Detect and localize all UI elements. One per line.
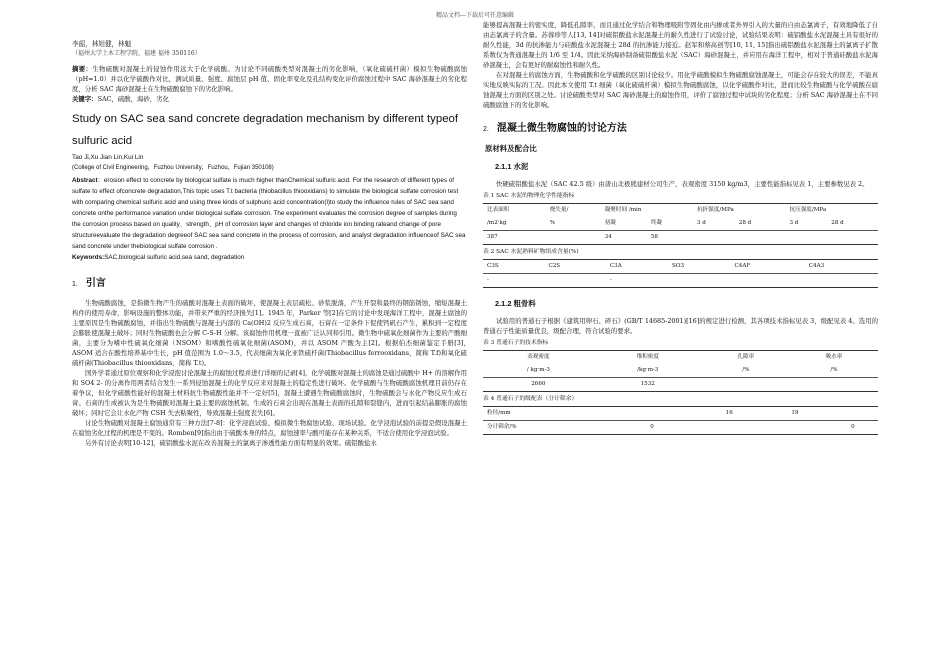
section-1-number: 1. <box>72 281 78 288</box>
section-2-number: 2. <box>483 126 489 133</box>
section-1-title: 引言 <box>85 278 106 289</box>
table-3-header: 堆积密度 <box>636 354 659 360</box>
table-1-header: 比表面积 <box>487 207 510 213</box>
table-3-cell: 2660 <box>531 381 546 387</box>
page-header-banner: 精品文档---下载后可任意编辑 <box>435 12 515 19</box>
table-2-row <box>483 274 878 288</box>
table-4-row <box>483 407 878 421</box>
table-1-unit: 终凝 <box>650 220 663 226</box>
english-keywords-label: Keywords: <box>72 254 105 261</box>
keywords-text: SAC，硫酸，海砂，劣化 <box>97 95 169 103</box>
table-2-header: C4AF <box>734 263 751 269</box>
table-3-header: 孔隙率 <box>737 354 755 360</box>
table-2 <box>483 259 878 288</box>
table-2-cell <box>668 274 730 288</box>
table-4-row <box>483 421 878 435</box>
english-abstract <box>72 175 467 252</box>
keywords <box>72 94 467 104</box>
english-affiliation: (College of Civil Engineering，Fuzhou University，Fuzhou，Fujian 350108) <box>72 165 274 171</box>
table-3-header: 表观密度 <box>527 354 550 360</box>
table-1-unit: 3 d <box>696 220 706 226</box>
authors: 李韶，林旭健，林魁 <box>72 40 132 48</box>
section-2-title: 混凝土微生物腐蚀的讨论方法 <box>496 123 627 134</box>
right-paragraph-2: 在对混凝土的腐蚀方面，生物硫酸和化学硫酸的区别讨论较少。用化学硫酸模拟生物硫酸腐蚀混凝土，可能会存在较大的误差，不能真实地反映实际的工况。因此本文使用 T.t 细菌（氧化硫硫杆菌）模拟生物硫酸腐蚀，以化学硫酸作对比，进而比较生物硫酸与化学硫酸在腐蚀混凝土方面的区别之处。讨论硫酸类型对 SAC 海砂混凝土的腐蚀作用，评价了腐蚀过程中试块的劣化程度；分析 SAC 海砂混凝土在不同硫酸腐蚀下的劣化影响。 <box>483 71 878 109</box>
affiliation: （福州大学土木工程学院，福建 福州 350116） <box>72 50 201 57</box>
cement-paragraph: 快硬硫铝酸盐水泥（SAC 42.5 级）由唐山北极熊建材公司生产，表观密度 3150 kg/m3，主要性能指标见表 1，主要参数见表 2。 <box>496 180 869 188</box>
table-1-cell <box>546 231 601 245</box>
english-keywords <box>72 252 467 263</box>
table-1-header: 烧失量/ <box>549 207 569 213</box>
table-1-cell <box>785 231 827 245</box>
table-1-unit: 28 d <box>831 220 844 226</box>
section-1-paragraph-4: 另外有讨论表明[10-12]，硫铝酸盐水泥在改善混凝土的氯离子渗透性能方面有明显的效果。硫铝酸盐水 <box>85 439 377 447</box>
table-1-cell <box>827 231 878 245</box>
table-1-cell: 34 <box>604 234 612 240</box>
table-1-header: 凝聚时间 /min <box>604 207 642 213</box>
table-2-cell <box>805 274 878 288</box>
table-3-cell <box>790 378 878 392</box>
table-4-cell <box>762 421 828 435</box>
right-column <box>483 20 878 435</box>
table-1-header: 抗折强度/MPa <box>696 207 734 213</box>
section-1-paragraph-3: 讨论生物硫酸对混凝土腐蚀通常有三种方法[7-8]：化学浸泡试验、模拟微生物腐蚀试验、现场试验。化学浸泡试验的前提是假设混凝土在腐蚀劣化过程的机理是不变的。Romben[9]指出由于硫酸本身的特点，腐蚀速率与酸可能存在某种关系，不适合使用化学浸泡试验。 <box>72 419 467 437</box>
table-4-cell: 0 <box>650 424 654 430</box>
section-1-paragraph-2: 国外学者通过原位观察和化学浸泡讨论混凝土的腐蚀过程并进行详细的记录[4]，化学硫酸对混凝土的腐蚀是通过硫酸中 H+ 的溶解作用和 SO4 2- 的分离作用两者结合发生一系列侵蚀混凝土的化学反应来对混凝土的稳定性进行破坏。化学硫酸与生物硫酸腐蚀机理目前仍存在着争议，但化学硫酸性能好的混凝土材料抗生物硫酸性能并不一定好[5]，混凝土遭遇生物硫酸腐蚀时，生物硫酸会与水化产物反应生成石膏。石膏的生成被认为是生物硫酸对混凝土最主要的腐蚀机制。生成的石膏会出现在混凝土表面的孔隙和裂缝内，进而引起结晶膨胀的腐蚀破坏；同时它会让水化产物 CSH 失去粘聚性，导致混凝土强度丧失[6]。 <box>72 369 467 417</box>
table-2-header: C3S <box>487 263 499 269</box>
table-2-header: SO3 <box>672 263 685 269</box>
table-4-cell: 19 <box>791 410 799 416</box>
right-paragraph-1: 能够提高混凝土的密实度，降低孔隙率，而且通过化学结合和物理吸附等固化由内掺或者外界引入的大量的自由态氯离子，有效地降低了自由态氯离子的含量。苏蓉珍等人[13, 14]对硫铝酸盐水泥混凝土的耐久性进行了试验讨论，试验结果表明：硫铝酸盐水泥混凝土具有很好的耐久性能，3d 的抗渗能力与硅酸盐水泥混凝土 28d 的抗渗能力接近。赵军和蔡高创等[10, 11, 15]指出硫铝酸盐水泥混凝土的氯离子扩散系数仅为普通混凝土的 1/6 至 1/4。因此采纳海砂制备硫铝酸盐水泥（SAC）海砂混凝土，并应用在海洋工程中，相对于普通硅酸盐水泥海砂混凝土，会有更好的耐腐蚀性和耐久性。 <box>483 21 878 69</box>
table-1-cell: 387 <box>487 234 498 240</box>
table-4-caption: 表 4 普通石子的级配表（分计筛余） <box>483 396 578 402</box>
english-abstract-label: Abstract <box>72 177 98 184</box>
table-4-cell: 0 <box>851 424 855 430</box>
table-1-caption: 表 1 SAC 水泥的物理化学性能指标 <box>483 193 575 199</box>
table-1 <box>483 203 878 245</box>
table-1-unit: 3 d <box>789 220 799 226</box>
table-1-row <box>483 231 878 245</box>
table-1-unit: % <box>549 220 556 226</box>
materials-heading: 原材料及配合比 <box>485 144 537 153</box>
table-2-caption: 表 2 SAC 水泥熟料矿物组成含量(%) <box>483 249 579 255</box>
table-2-header: C2S <box>548 263 561 269</box>
table-1-unit: /m2·kg <box>487 220 507 226</box>
table-1-unit: 初凝 <box>604 220 616 226</box>
coarse-aggregate-heading: 2.1.2 粗骨料 <box>495 299 536 308</box>
table-4-cell: 16 <box>725 410 733 416</box>
table-4-cell <box>696 421 762 435</box>
table-4-cell <box>646 407 696 421</box>
abstract-label: 摘要： <box>72 65 93 73</box>
section-1-paragraph-1: 生物硫酸腐蚀，是指微生物产生的硫酸对混凝土表面的破坏，使混凝土表层疏松、砂浆脱落，产生开裂和最终的钢筋锈蚀，缩短混凝土构件的使用寿命，影响设施的整体功能，并带来严重的经济损失[1]。1945 年，Parker 等[2]在它的讨论中发现海洋工程中，混凝土腐蚀的主要原因是生物硫酸腐蚀，并指出生物硫酸与混凝土内部的 Ca(OH)2 反应生成石膏，石膏在一定条件下促使钙矾石产生，累积到一定程度会膨胀使混凝土破坏；同时生物硫酸也会分解 C-S-H 分解。该腐蚀作用机理一直被广泛认同和引用。微生物中硫氧化细菌作为主要的产酸细菌，主要分为嗜中性硫氧化细菌（NSOM）和嗜酸性硫氧化细菌(ASOM)，并以 ASOM 产酸为主[2]。根据伯杰细菌鉴定手册[3]， ASOM 适合在酸性培养基中生长，pH 值范围为 1.0～3.5，代表细菌为氧化亚铁硫杆菌(Thiobacillus ferrooxidans，简称 T.f)和氧化硫硫杆菌(Thiobacillus thiooxidans，简称 T.t)。 <box>72 299 474 367</box>
table-3-caption: 表 3 普通石子的技术指标 <box>483 340 549 346</box>
table-4 <box>483 406 878 435</box>
table-3 <box>483 350 878 392</box>
table-3-cell <box>702 378 790 392</box>
table-1-header: 抗压强度/MPa <box>789 207 827 213</box>
section-2-heading <box>483 122 878 137</box>
table-4-cell <box>828 407 878 421</box>
english-abstract-text: ：erosion effect to concrete by biological sulfate is much higher thanChemical sulfuric acid. For the research of different types of sulfate to effect ofconcrete degradation,This topic uses T.t bacteria (thiobacillus thiooxidans) to simulate the biological sulfate corrosion test with comparing chemical sulfuric acid and using three kinds of sulphuric acid concentration(l)to study the influence rules of SAC sea sand concrete onthe performance variation under biological sulfate corrosion. The experiment evaluates the corrosion degree of samples during the corrosion process based on quality、strength、pH of corrosion layer and changes of chloride ion binding rateand change of pore structureevaluate the degradation degreeof SAC sea sand concrete in the process of corrosion, and analyst degradation influenceof SAC sea sand concrete under thebiological sulfate corrosion . <box>72 177 466 250</box>
table-3-cell: 1532 <box>640 381 655 387</box>
section-1-heading <box>72 277 467 292</box>
table-3-unit: /% <box>830 367 838 373</box>
table-1-cell: 58 <box>650 234 658 240</box>
table-4-cell: 粒径/mm <box>487 410 511 416</box>
table-2-header: C4A3 <box>808 263 825 269</box>
abstract-text: 生物硫酸对混凝土的侵蚀作用远大于化学硫酸。为讨论不同硫酸类型对混凝土的劣化影响，（氧化硫硫杆菌）模拟生物硫酸腐蚀（pH=1.0）并以化学硫酸作对比，测试质量、强度、腐蚀层 pH 值、固化率变化及孔结构变化评价腐蚀过程中 SAC 海砂混凝土的劣化程度，分析 SAC 海砂混凝土在生物硫酸腐蚀下的劣化影响。 <box>72 65 467 93</box>
keywords-label: 关键字： <box>72 95 98 103</box>
english-keywords-text: SAC,biological sulfuric acid,sea sand, degradation <box>104 254 245 261</box>
table-2-cell <box>730 274 804 288</box>
table-3-unit: /kg·m-3 <box>637 367 659 373</box>
table-3-header: 吸水率 <box>825 354 843 360</box>
english-title: Study on SAC sea sand concrete degradation mechanism by different typeof sulfuric acid <box>72 113 459 147</box>
table-2-cell <box>544 274 605 288</box>
english-authors: Tao Ji,Xu Jian Lin,Kui Lin <box>72 154 144 161</box>
abstract <box>72 64 467 94</box>
table-1-cell <box>735 231 786 245</box>
cement-heading: 2.1.1 水泥 <box>495 162 529 171</box>
table-2-cell: - <box>609 277 612 283</box>
table-2-header: C3A <box>609 263 622 269</box>
left-column <box>72 20 474 448</box>
table-4-cell: 分计筛余/% <box>487 424 517 430</box>
table-1-unit: 28 d <box>738 220 752 226</box>
table-3-row <box>483 378 878 392</box>
table-3-unit: /% <box>742 367 750 373</box>
table-1-cell <box>693 231 735 245</box>
table-3-unit: / kg·m-3 <box>526 367 550 373</box>
coarse-aggregate-paragraph: 试验用的普通石子根据《建筑用卵石、碎石》(GB/T 14685-2001)[16]的规定进行检测，其各项技术指标见表 3，级配见表 4。选用的普通石子性能质量优良，级配合理，符合试验的要求。 <box>483 317 878 335</box>
table-2-cell: - <box>487 277 489 283</box>
